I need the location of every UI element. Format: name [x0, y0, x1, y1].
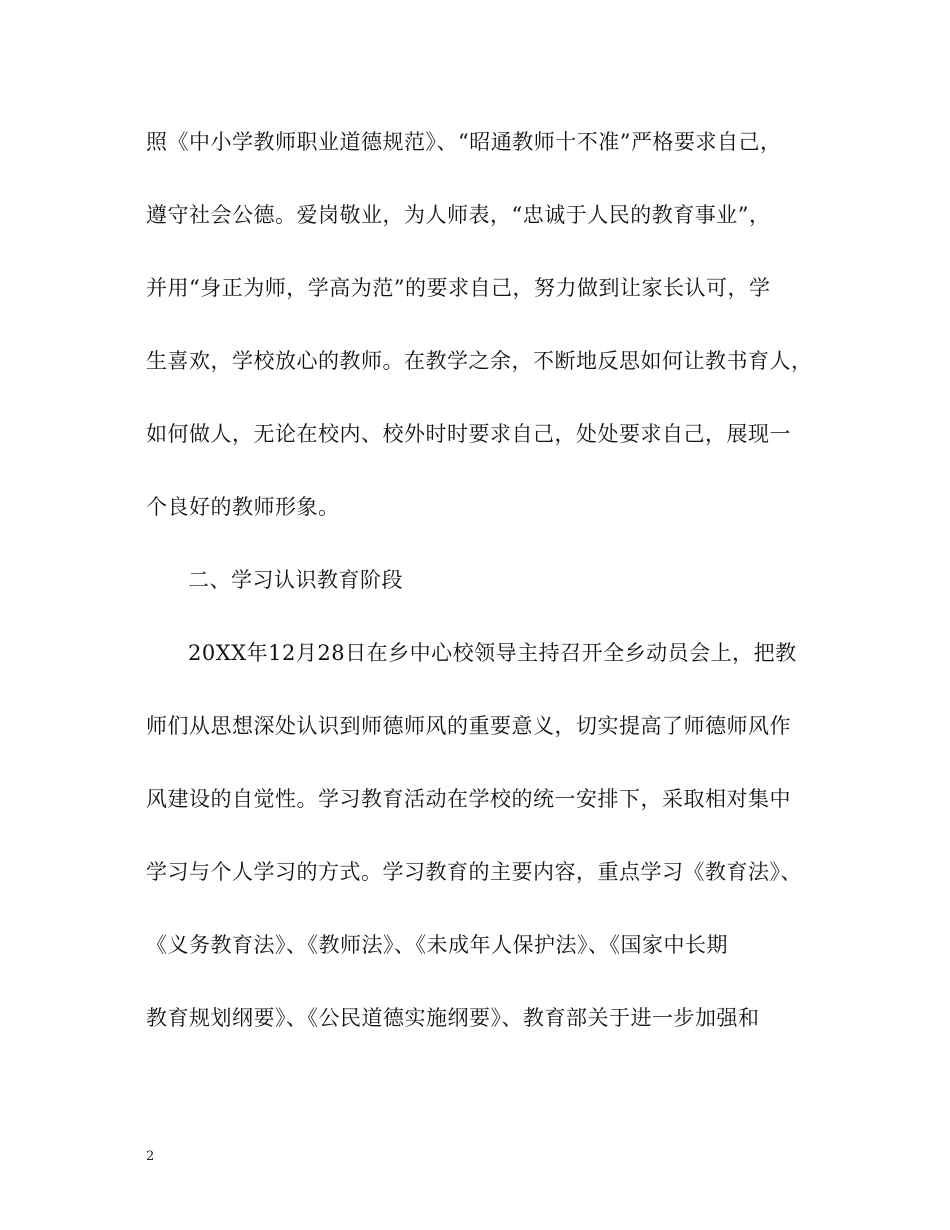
paragraph-line: 师们从思想深处认识到师德师风的重要意义，切实提高了师德师风作: [146, 714, 791, 738]
paragraph-line: 学习与个人学习的方式。学习教育的主要内容，重点学习《教育法》、: [146, 860, 802, 884]
paragraph-line: 《义务教育法》、《教师法》、《未成年人保护法》、《国家中长期: [146, 933, 728, 957]
paragraph-line: 教育规划纲要》、《公民道德实施纲要》、教育部关于进一步加强和: [146, 1006, 760, 1030]
paragraph-line: 个良好的教师形象。: [146, 495, 340, 519]
section-heading: 二、学习认识教育阶段: [188, 568, 403, 592]
paragraph-line: 如何做人，无论在校内、校外时时要求自己，处处要求自己，展现一: [146, 422, 791, 446]
paragraph-line: 并用“身正为师，学高为范”的要求自己，努力做到让家长认可，学: [146, 276, 771, 300]
paragraph-line: 遵守社会公德。爱岗敬业，为人师表，“忠诚于人民的教育事业”，: [146, 203, 771, 227]
paragraph-line: 风建设的自觉性。学习教育活动在学校的统一安排下，采取相对集中: [146, 787, 791, 811]
paragraph-line: 照《中小学教师职业道德规范》、“昭通教师十不准”严格要求自己，: [146, 130, 782, 154]
page-number: 2: [146, 1149, 155, 1164]
paragraph-line: 生喜欢，学校放心的教师。在教学之余，不断地反思如何让教书育人，: [146, 349, 813, 373]
paragraph-line: 20XX年12月28日在乡中心校领导主持召开全乡动员会上，把教: [188, 641, 797, 665]
